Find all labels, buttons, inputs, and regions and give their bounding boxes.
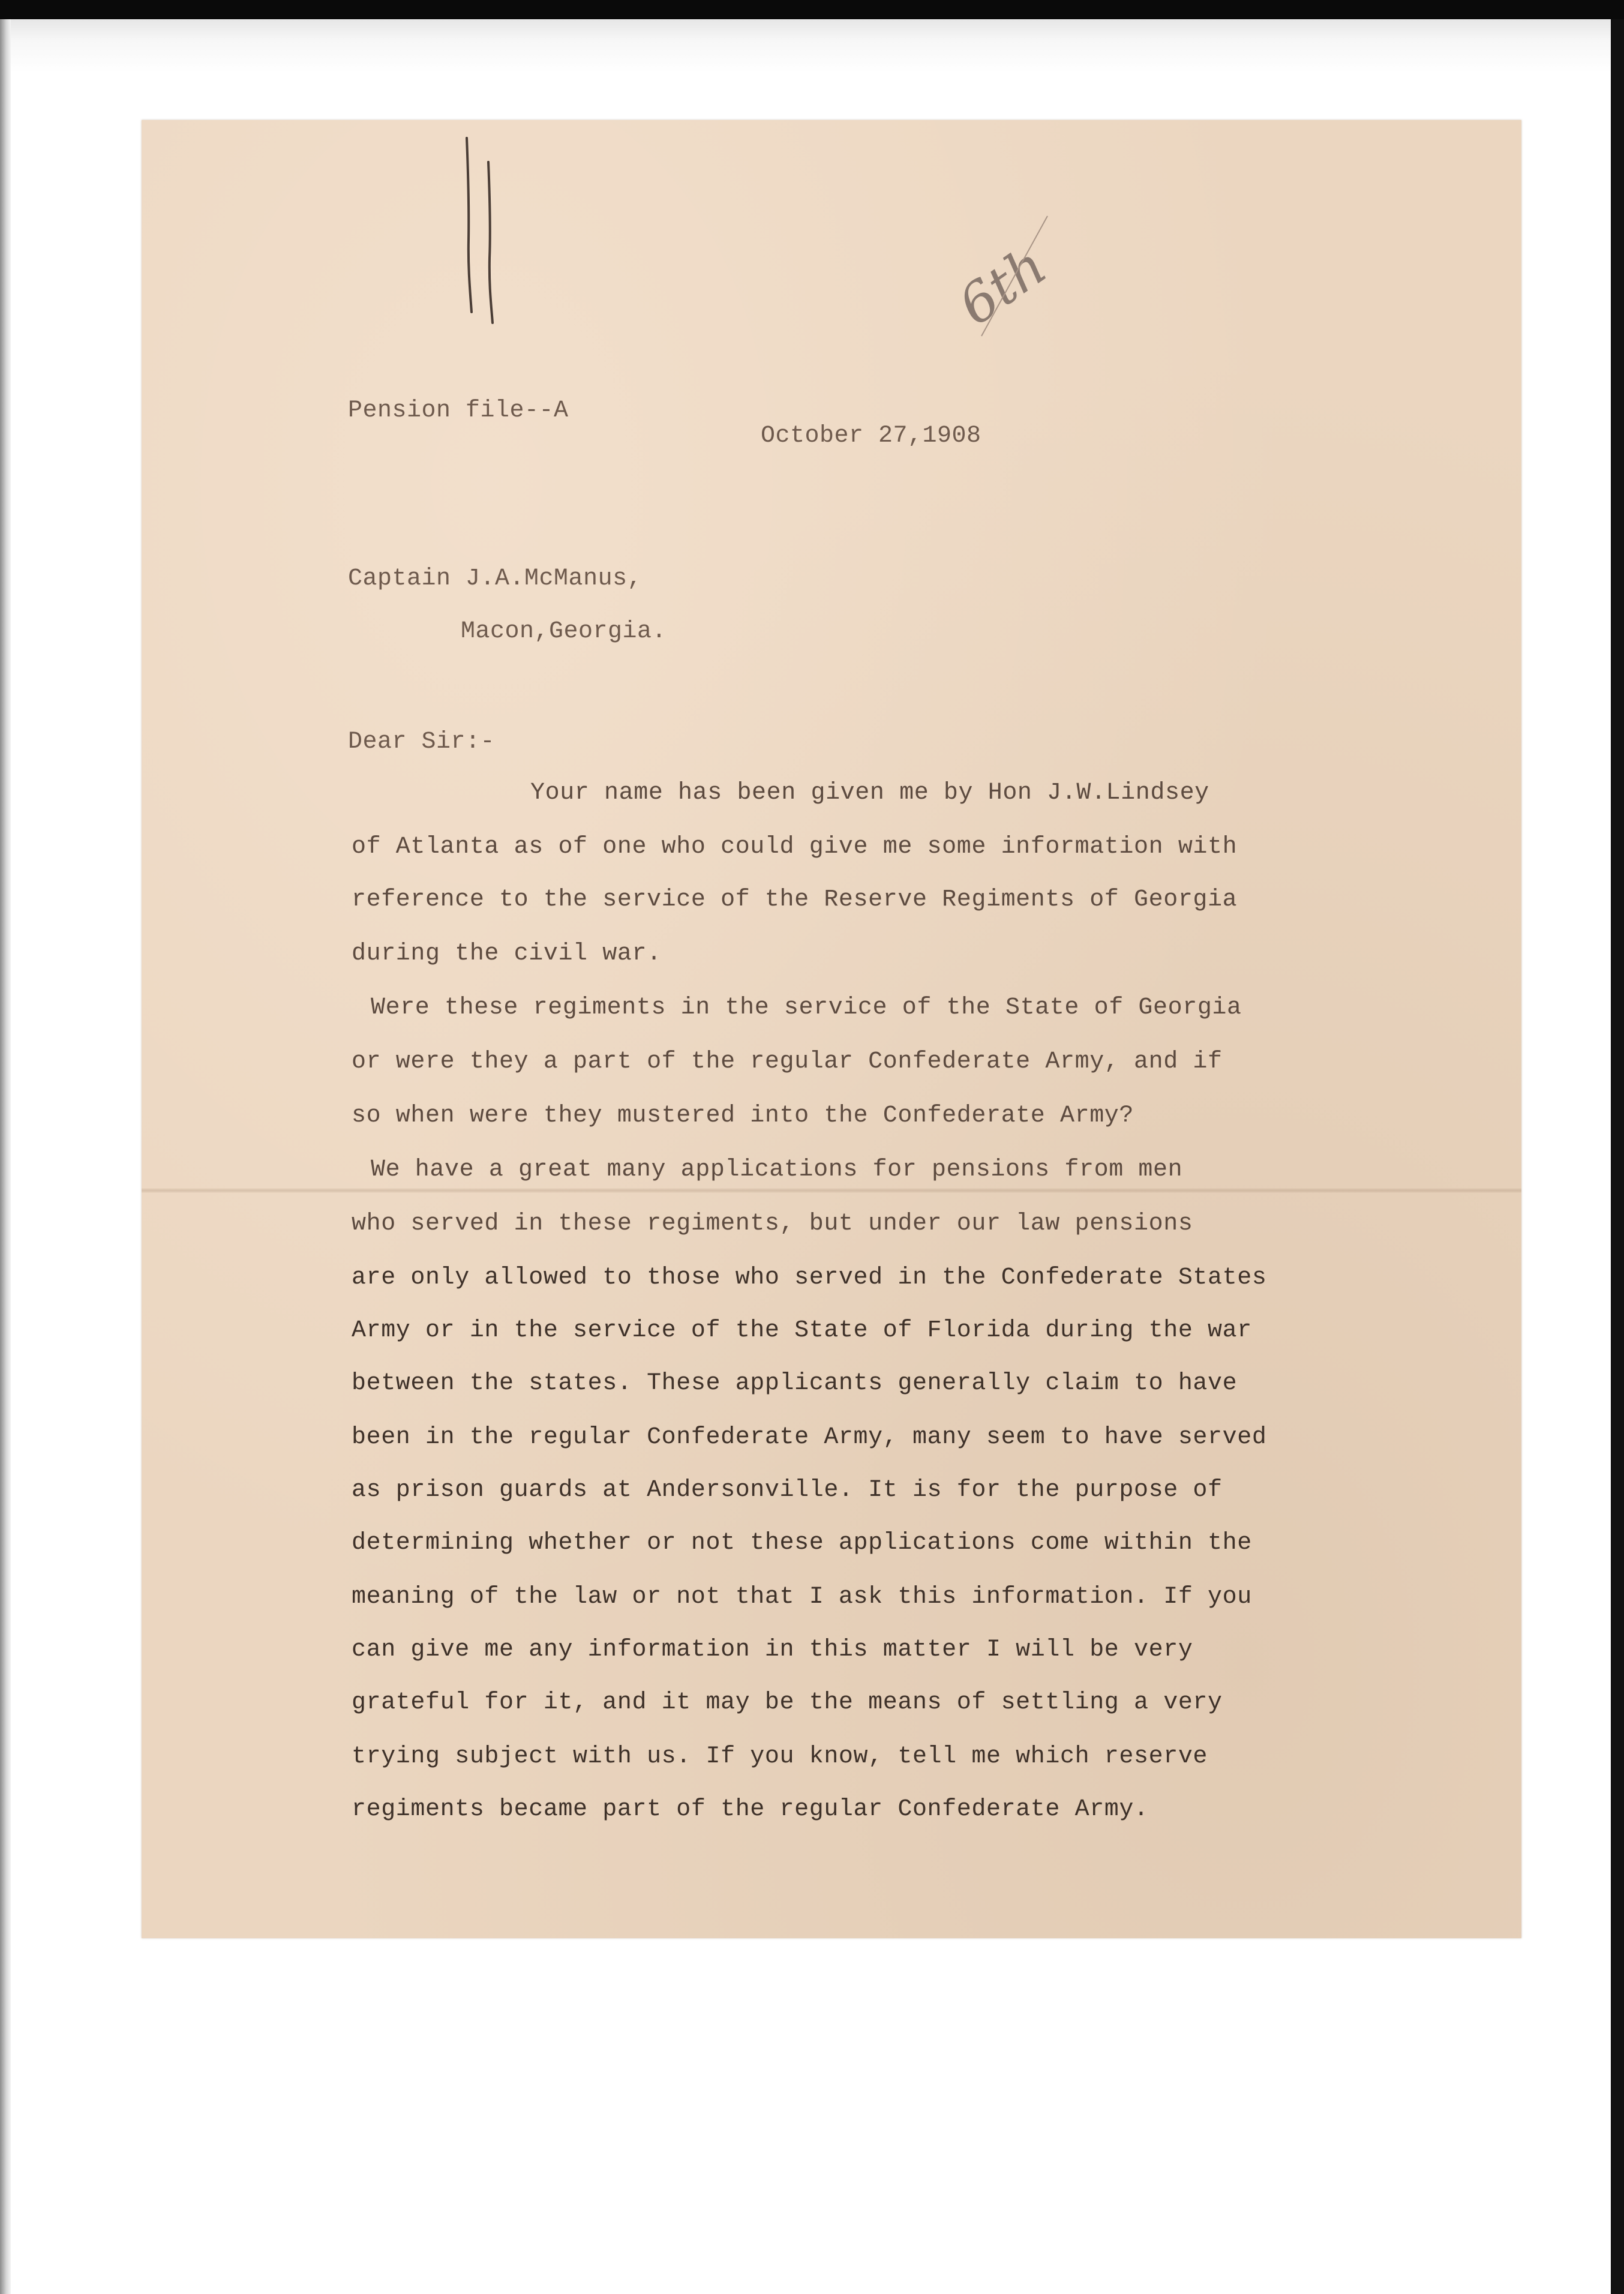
body-line: reference to the service of the Reserve Regiments of Georgia [352,886,1238,913]
handwritten-note-text: 6th [947,234,1058,338]
body-line: so when were they mustered into the Confederate Army? [352,1102,1134,1129]
body-line: grateful for it, and it may be the means of settling a very [352,1689,1223,1716]
body-line: trying subject with us. If you know, tell me which reserve [352,1743,1208,1770]
file-reference: Pension file--A [348,397,569,424]
body-line: Army or in the service of the State of Florida during the war [352,1317,1252,1344]
body-line: during the civil war. [352,940,662,967]
body-line: Your name has been given me by Hon J.W.Lindsey [530,779,1209,806]
salutation: Dear Sir:- [348,728,496,755]
body-line: or were they a part of the regular Confederate Army, and if [352,1048,1223,1075]
body-line: Were these regiments in the service of the State of Georgia [371,994,1242,1021]
letter-page [142,120,1521,1938]
body-line: are only allowed to those who served in the Confederate States [352,1264,1267,1291]
body-line: meaning of the law or not that I ask this information. If you [352,1584,1252,1611]
body-line: regiments became part of the regular Confederate Army. [352,1796,1149,1823]
letter-date: October 27,1908 [761,422,981,449]
handwritten-note [947,228,1058,348]
addressee-name: Captain J.A.McManus, [348,565,643,592]
body-line: of Atlanta as of one who could give me some information with [352,833,1238,860]
pencil-marks [454,132,508,324]
body-line: been in the regular Confederate Army, many seem to have served [352,1424,1267,1451]
body-line: between the states. These applicants generally claim to have [352,1370,1238,1397]
body-line: who served in these regiments, but under our law pensions [352,1210,1193,1237]
scan-right-border [1611,19,1624,2294]
scan-top-border [0,0,1624,19]
body-line: can give me any information in this matter I will be very [352,1636,1193,1663]
scan-top-shadow [11,19,1611,73]
body-line: as prison guards at Andersonville. It is for the purpose of [352,1477,1223,1504]
addressee-location: Macon,Georgia. [461,618,667,645]
scan-left-edge [0,19,11,2294]
body-line: We have a great many applications for pensions from men [371,1156,1183,1183]
paper-fold-crease [142,1188,1521,1193]
body-line: determining whether or not these applications come within the [352,1530,1252,1557]
